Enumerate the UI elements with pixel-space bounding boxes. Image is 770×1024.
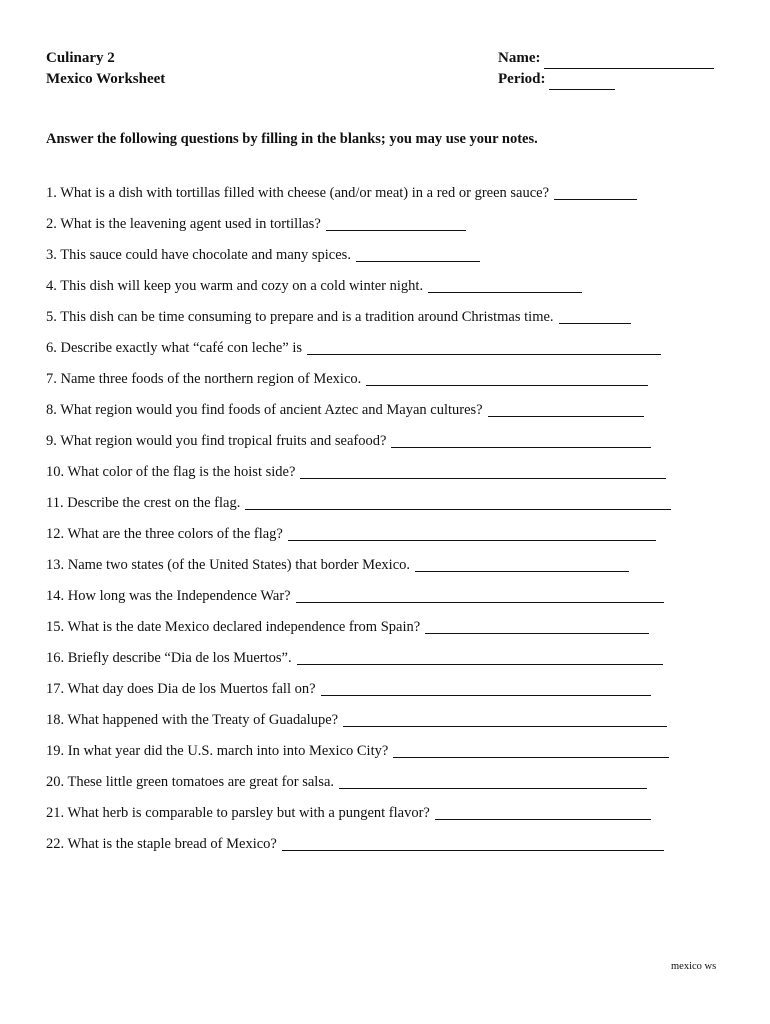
name-blank[interactable]: [544, 54, 714, 69]
answer-blank[interactable]: [300, 464, 666, 479]
question-text: 17. What day does Dia de los Muertos fall on?: [46, 681, 316, 697]
question-text: 5. This dish can be time consuming to prepare and is a tradition around Christmas time.: [46, 309, 554, 325]
question-item: [46, 203, 726, 234]
answer-blank[interactable]: [339, 774, 647, 789]
question-item: [46, 823, 726, 854]
question-item: [46, 513, 726, 544]
student-info: [498, 48, 714, 90]
name-field-row: [498, 48, 714, 69]
question-item: [46, 792, 726, 823]
question-text: 22. What is the staple bread of Mexico?: [46, 836, 277, 852]
question-item: [46, 544, 726, 575]
question-item: [46, 699, 726, 730]
answer-blank[interactable]: [326, 216, 466, 231]
question-text: 3. This sauce could have chocolate and many spices.: [46, 247, 351, 263]
question-text: 21. What herb is comparable to parsley but with a pungent flavor?: [46, 805, 430, 821]
course-title: Culinary 2: [46, 50, 115, 66]
answer-blank[interactable]: [559, 309, 631, 324]
name-label: Name:: [498, 50, 541, 66]
answer-blank[interactable]: [356, 247, 480, 262]
question-item: [46, 451, 726, 482]
answer-blank[interactable]: [435, 805, 651, 820]
question-item: [46, 234, 726, 265]
answer-blank[interactable]: [391, 433, 651, 448]
question-item: [46, 482, 726, 513]
question-item: [46, 358, 726, 389]
answer-blank[interactable]: [343, 712, 667, 727]
question-text: 11. Describe the crest on the flag.: [46, 495, 241, 511]
answer-blank[interactable]: [488, 402, 644, 417]
question-item: [46, 761, 726, 792]
question-item: [46, 172, 726, 203]
question-text: 14. How long was the Independence War?: [46, 588, 291, 604]
question-item: [46, 668, 726, 699]
question-text: 19. In what year did the U.S. march into into Mexico City?: [46, 743, 389, 759]
question-text: 7. Name three foods of the northern region of Mexico.: [46, 371, 362, 387]
worksheet-header: [46, 48, 165, 90]
answer-blank[interactable]: [554, 185, 637, 200]
question-text: 8. What region would you find foods of ancient Aztec and Mayan cultures?: [46, 402, 483, 418]
footer-label: mexico ws: [671, 961, 717, 972]
answer-blank[interactable]: [393, 743, 669, 758]
question-item: [46, 296, 726, 327]
answer-blank[interactable]: [366, 371, 648, 386]
question-text: 10. What color of the flag is the hoist side?: [46, 464, 296, 480]
question-text: 13. Name two states (of the United States) that border Mexico.: [46, 557, 411, 573]
answer-blank[interactable]: [415, 557, 629, 572]
answer-blank[interactable]: [288, 526, 656, 541]
question-text: 15. What is the date Mexico declared independence from Spain?: [46, 619, 421, 635]
answer-blank[interactable]: [297, 650, 663, 665]
question-text: 18. What happened with the Treaty of Guadalupe?: [46, 712, 339, 728]
worksheet-title: Mexico Worksheet: [46, 71, 166, 87]
question-item: [46, 637, 726, 668]
period-field-row: [498, 69, 714, 90]
answer-blank[interactable]: [307, 340, 661, 355]
period-label: Period:: [498, 71, 546, 87]
question-text: 6. Describe exactly what “café con leche” is: [46, 340, 303, 356]
answer-blank[interactable]: [428, 278, 582, 293]
question-text: 1. What is a dish with tortillas filled with cheese (and/or meat) in a red or green sauce?: [46, 185, 550, 201]
question-item: [46, 575, 726, 606]
question-text: 20. These little green tomatoes are great for salsa.: [46, 774, 335, 790]
question-text: 4. This dish will keep you warm and cozy on a cold winter night.: [46, 278, 424, 294]
question-list: [46, 172, 726, 854]
question-text: 12. What are the three colors of the flag?: [46, 526, 283, 542]
question-item: [46, 730, 726, 761]
instructions: Answer the following questions by filling in the blanks; you may use your notes.: [46, 131, 538, 147]
answer-blank[interactable]: [282, 836, 664, 851]
question-item: [46, 265, 726, 296]
answer-blank[interactable]: [321, 681, 651, 696]
period-blank[interactable]: [549, 75, 615, 90]
question-text: 16. Briefly describe “Dia de los Muertos”.: [46, 650, 292, 666]
answer-blank[interactable]: [296, 588, 664, 603]
question-item: [46, 420, 726, 451]
question-text: 2. What is the leavening agent used in tortillas?: [46, 216, 321, 232]
answer-blank[interactable]: [245, 495, 671, 510]
question-item: [46, 327, 726, 358]
question-text: 9. What region would you find tropical fruits and seafood?: [46, 433, 387, 449]
answer-blank[interactable]: [425, 619, 649, 634]
question-item: [46, 389, 726, 420]
question-item: [46, 606, 726, 637]
